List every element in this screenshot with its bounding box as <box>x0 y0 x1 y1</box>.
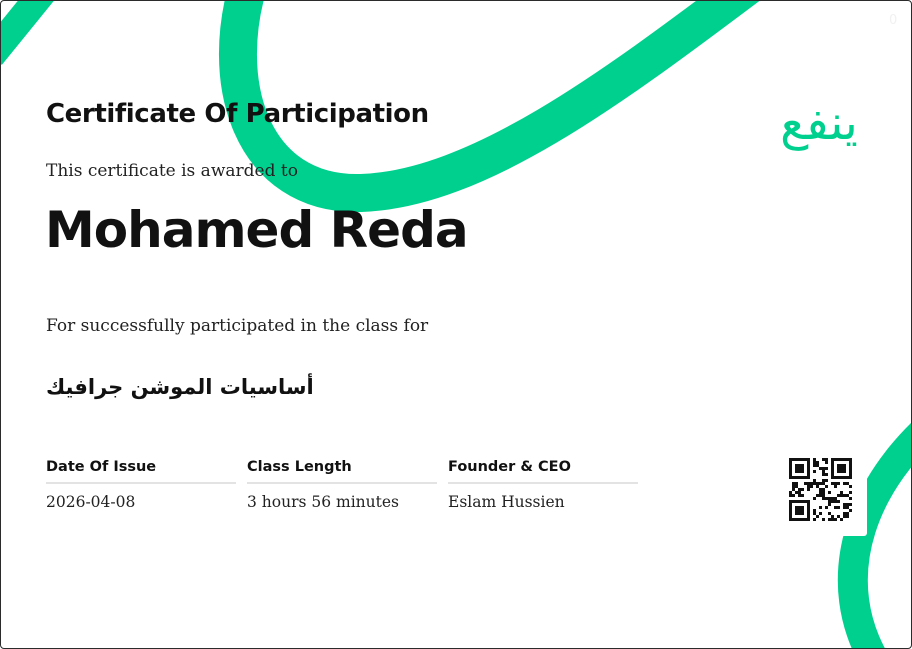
class-length-value: 3 hours 56 minutes <box>247 493 400 511</box>
swoosh-top-left <box>1 1 56 56</box>
qr-code-container[interactable] <box>782 446 867 536</box>
founder-ceo-value: Eslam Hussien <box>448 493 565 511</box>
class-length-label: Class Length <box>247 459 437 484</box>
brand-logo-text: ينفع <box>780 95 858 151</box>
date-of-issue-label: Date Of Issue <box>46 459 236 484</box>
awarded-text: This certificate is awarded to <box>46 161 298 181</box>
class-name: أساسيات الموشن جرافيك <box>46 375 314 399</box>
reason-text: For successfully participated in the class for <box>46 316 429 336</box>
class-length <box>247 459 437 511</box>
swoosh-main-curve <box>238 1 761 193</box>
qr-code-icon[interactable] <box>789 458 852 521</box>
date-of-issue-value: 2026-04-08 <box>46 493 136 511</box>
brand-logo <box>767 81 877 161</box>
corner-mark: 0 <box>889 13 898 28</box>
date-of-issue <box>46 459 236 511</box>
founder-ceo-label: Founder & CEO <box>448 459 638 484</box>
founder-ceo <box>448 459 638 511</box>
certificate-title: Certificate Of Participation <box>46 99 429 129</box>
recipient-name: Mohamed Reda <box>45 201 468 259</box>
